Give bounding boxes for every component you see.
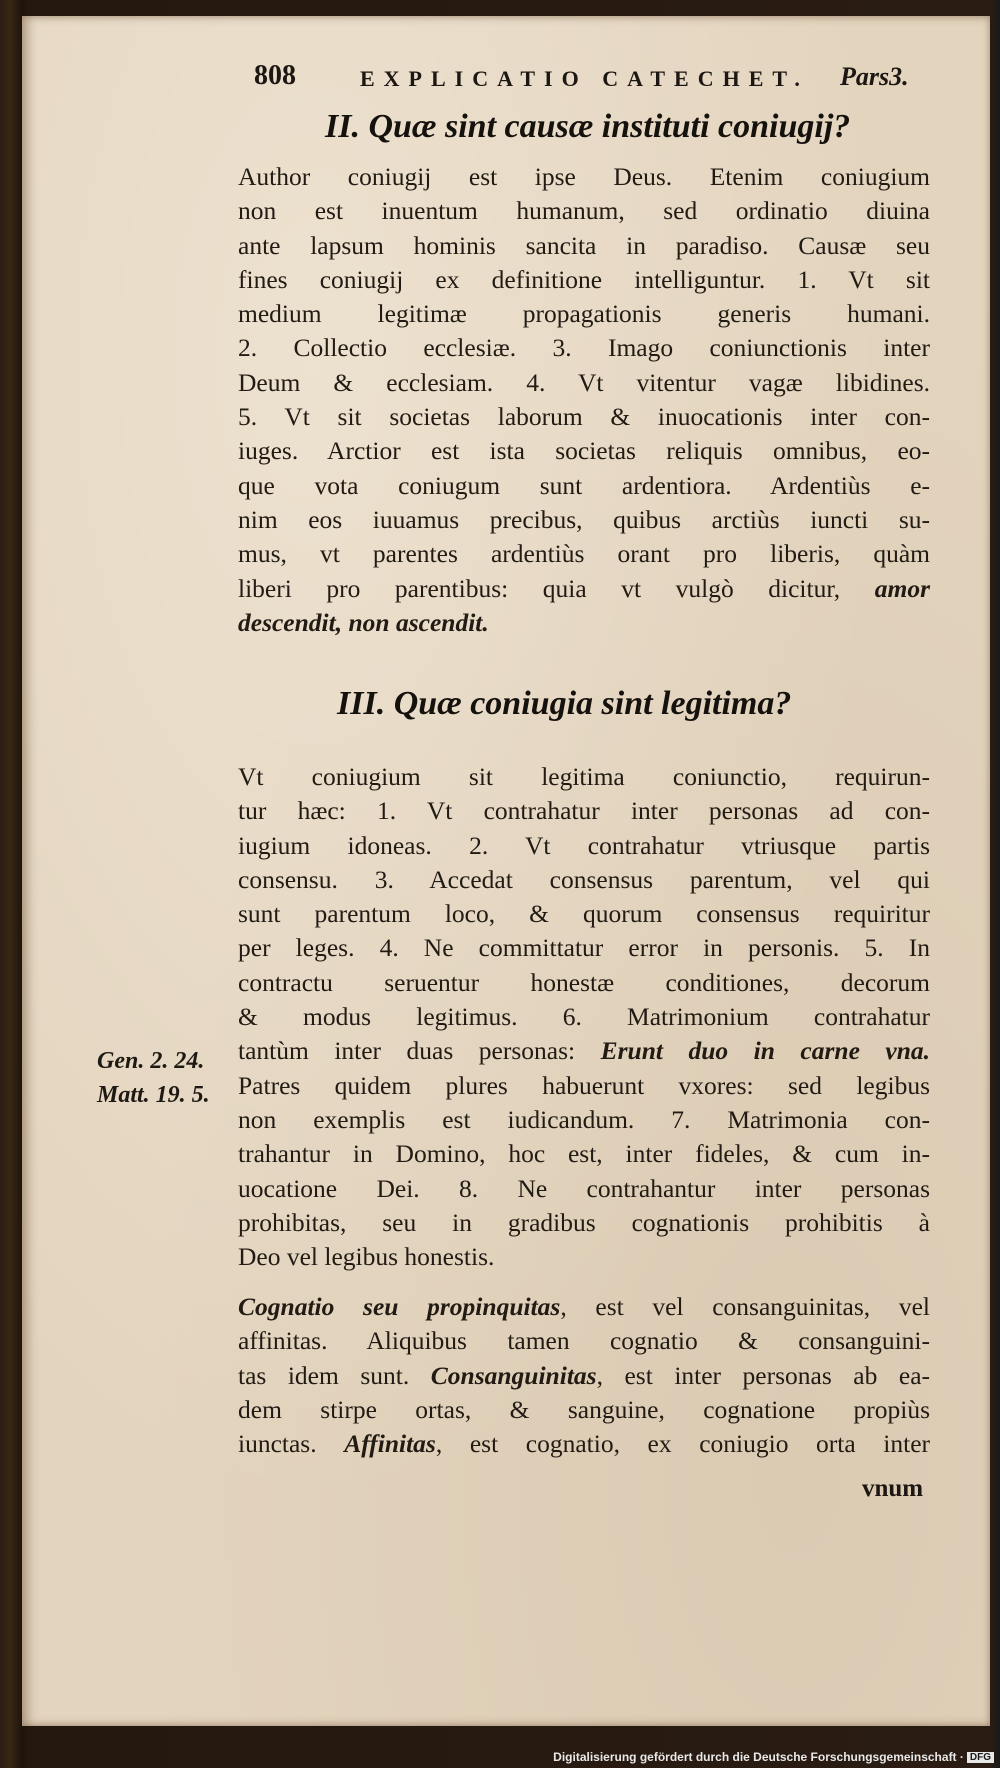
text-line: fines coniugij ex definitione intelliguntur. 1. Vt sit [238, 264, 930, 294]
text-segment: liberi pro parentibus: quia vt vulgò dicitur, [238, 573, 841, 603]
section-heading-2: II. Quæ sint causæ instituti coniugij? [325, 108, 851, 145]
text-line: affinitas. Aliquibus tamen cognatio & consanguini- [238, 1326, 930, 1356]
text-line: sunt parentum loco, & quorum consensus requiritur [238, 899, 930, 929]
page-header [230, 60, 930, 100]
text-line: non est inuentum humanum, sed ordinatio diuina [238, 196, 930, 226]
text-line: nim eos iuuamus precibus, quibus arctiùs iuncti su- [238, 504, 930, 534]
text-line: que vota coniugum sunt ardentiora. Ardentiùs e- [238, 470, 930, 500]
footer-text: Digitalisierung gefördert durch die Deutsche Forschungsgemeinschaft · [553, 1750, 964, 1764]
text-line: Vt coniugium sit legitima coniunctio, requirun- [238, 762, 930, 791]
text-line: ante lapsum hominis sancita in paradiso. Causæ seu [238, 230, 930, 260]
text-segment: iunctas. [238, 1429, 317, 1459]
term-cognatio: Cognatio seu propinquitas [238, 1292, 561, 1321]
section-2-paragraph [238, 160, 930, 640]
term-consanguinitas: Consanguinitas [430, 1360, 597, 1390]
text-line: 5. Vt sit societas laborum & inuocationis inter con- [238, 402, 930, 432]
text-line: tur hæc: 1. Vt contrahatur inter personas ad con- [238, 796, 930, 826]
text-line-with-quote [238, 572, 930, 606]
text-segment: tantùm inter duas personas: [238, 1036, 576, 1066]
text-line [238, 1359, 930, 1393]
text-line: iugium idoneas. 2. Vt contrahatur vtriusque partis [238, 830, 930, 860]
part-label: Pars3. [840, 62, 909, 91]
text-line: prohibitas, seu in gradibus cognationis prohibitis à [238, 1207, 930, 1237]
scripture-quote: Erunt duo in carne vna. [600, 1036, 931, 1066]
margin-note-matthew: Matt. 19. 5. [97, 1082, 210, 1108]
text-line: & modus legitimus. 6. Matrimonium contrahatur [238, 1002, 930, 1032]
text-segment: , est vel consanguinitas, vel [560, 1292, 930, 1321]
text-line-with-quote [238, 1034, 930, 1068]
digitization-footer [553, 1750, 994, 1764]
running-title: EXPLICATIO CATECHET. [360, 66, 809, 91]
text-line: Deum & ecclesiam. 4. Vt vitentur vagæ libidines. [238, 367, 930, 397]
text-line: Author coniugij est ipse Deus. Etenim coniugium [238, 162, 930, 191]
catchword: vnum [862, 1475, 924, 1502]
text-line: Deo vel legibus honestis. [238, 1242, 495, 1272]
section-heading-3: III. Quæ coniugia sint legitima? [337, 685, 792, 722]
text-line: non exemplis est iudicandum. 7. Matrimonia con- [238, 1104, 930, 1134]
dfg-logo: DFG [967, 1752, 994, 1763]
margin-note-genesis: Gen. 2. 24. [97, 1048, 205, 1074]
text-segment: , est cognatio, ex coniugio orta inter [435, 1429, 931, 1459]
text-line: uocatione Dei. 8. Ne contrahantur inter personas [238, 1173, 930, 1203]
text-line: iuges. Arctior est ista societas reliquis omnibus, eo- [238, 436, 930, 466]
text-line [238, 1290, 930, 1324]
term-affinitas: Affinitas [344, 1429, 436, 1459]
text-line: mus, vt parentes ardentiùs orant pro liberis, quàm [238, 539, 930, 569]
text-line: 2. Collectio ecclesiæ. 3. Imago coniunctionis inter [238, 333, 930, 363]
text-line: Patres quidem plures habuerunt vxores: sed legibus [238, 1070, 930, 1100]
quote-start: amor [874, 573, 931, 603]
text-line: consensu. 3. Accedat consensus parentum, vel qui [238, 864, 930, 894]
text-line: per leges. 4. Ne committatur error in personis. 5. In [238, 933, 930, 963]
section-4-paragraph [238, 1290, 930, 1461]
quote-line: descendit, non ascendit. [238, 607, 489, 637]
text-segment: tas idem sunt. [238, 1360, 410, 1390]
text-line: contractu seruentur honestæ conditiones, decorum [238, 967, 930, 997]
text-line: dem stirpe ortas, & sanguine, cognatione propiùs [238, 1394, 930, 1424]
text-line: medium legitimæ propagationis generis humani. [238, 299, 930, 329]
text-segment: , est inter personas ab ea- [596, 1360, 931, 1390]
section-3-paragraph [238, 760, 930, 1274]
text-line: trahantur in Domino, hoc est, inter fideles, & cum in- [238, 1139, 930, 1169]
text-line [238, 1427, 930, 1461]
page-number: 808 [254, 60, 296, 91]
